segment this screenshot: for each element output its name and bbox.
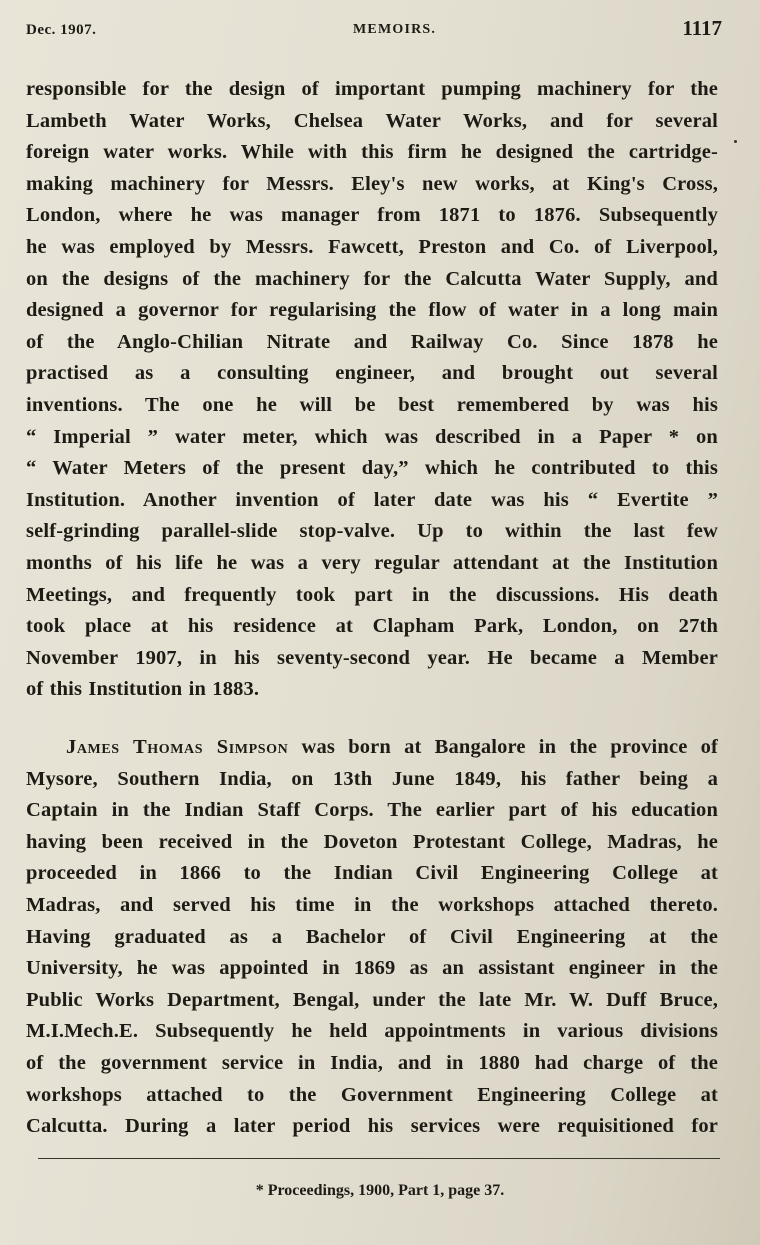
- text-line: M.I.Mech.E. Subsequently he held appointments in various divisions: [26, 1020, 718, 1043]
- text-line: months of his life he was a very regular attendant at the Institution: [26, 551, 718, 574]
- text-line: of the government service in India, and in 1880 had charge of the: [26, 1051, 718, 1074]
- text-line: University, he was appointed in 1869 as an assistant engineer in the: [26, 957, 718, 980]
- text-line: designed a governor for regularising the flow of water in a long main: [26, 299, 718, 322]
- text-line: he was employed by Messrs. Fawcett, Preston and Co. of Liverpool,: [26, 235, 718, 258]
- header-section-title: MEMOIRS.: [353, 22, 437, 37]
- header-date: Dec. 1907.: [26, 22, 97, 38]
- text-line: Institution. Another invention of later date was his “ Evertite ”: [26, 488, 718, 511]
- text-line: Public Works Department, Bengal, under the late Mr. W. Duff Bruce,: [26, 988, 718, 1011]
- text-line: London, where he was manager from 1871 to 1876. Subsequently: [26, 204, 718, 227]
- text-line: Having graduated as a Bachelor of Civil Engineering at the: [26, 925, 718, 948]
- text-line: Mysore, Southern India, on 13th June 1849, his father being a: [26, 767, 718, 790]
- text-line: Calcutta. During a later period his services were requisitioned for: [26, 1115, 718, 1138]
- footnote: * Proceedings, 1900, Part 1, page 37.: [255, 1182, 505, 1199]
- text-line: of the Anglo-Chilian Nitrate and Railway Co. Since 1878 he: [26, 330, 718, 353]
- text-line: Captain in the Indian Staff Corps. The earlier part of his education: [26, 799, 718, 822]
- text-line: workshops attached to the Government Engineering College at: [26, 1083, 718, 1106]
- text-line: foreign water works. While with this firm he designed the cartridge-: [26, 141, 718, 164]
- text-line: “ Water Meters of the present day,” which he contributed to this: [26, 457, 718, 480]
- text-line: making machinery for Messrs. Eley's new works, at King's Cross,: [26, 172, 718, 195]
- text-line-rest: was born at Bangalore in the province of: [288, 736, 718, 758]
- margin-dot: [734, 140, 737, 143]
- memoir-subject-name: James Thomas Simpson: [66, 736, 289, 758]
- text-line: proceeded in 1866 to the Indian Civil Engineering College at: [26, 862, 718, 885]
- text-line: responsible for the design of important pumping machinery for the: [26, 78, 718, 100]
- text-line: on the designs of the machinery for the Calcutta Water Supply, and: [26, 267, 718, 290]
- text-line: took place at his residence at Clapham Park, London, on 27th: [26, 615, 718, 638]
- text-line: Meetings, and frequently took part in the discussions. His death: [26, 583, 718, 606]
- text-line: having been received in the Doveton Protestant College, Madras, he: [26, 830, 718, 853]
- text-line: Madras, and served his time in the workshops attached thereto.: [26, 893, 718, 916]
- text-line: practised as a consulting engineer, and brought out several: [26, 362, 718, 385]
- text-line: inventions. The one he will be best remembered by was his: [26, 393, 718, 416]
- text-line-first: [26, 732, 718, 764]
- text-line: of this Institution in 1883.: [26, 678, 260, 701]
- text-line: “ Imperial ” water meter, which was described in a Paper * on: [26, 425, 718, 448]
- memoir-paragraph-continued: [26, 74, 718, 706]
- page-number: 1117: [682, 16, 722, 40]
- running-header: [26, 16, 722, 42]
- footnote-divider: [38, 1158, 720, 1159]
- text-line: November 1907, in his seventy-second year. He became a Member: [26, 646, 718, 669]
- text-line: Lambeth Water Works, Chelsea Water Works, and for several: [26, 109, 718, 132]
- text-line: self-grinding parallel-slide stop-valve. Up to within the last few: [26, 520, 718, 543]
- memoir-paragraph-simpson: [26, 732, 718, 1143]
